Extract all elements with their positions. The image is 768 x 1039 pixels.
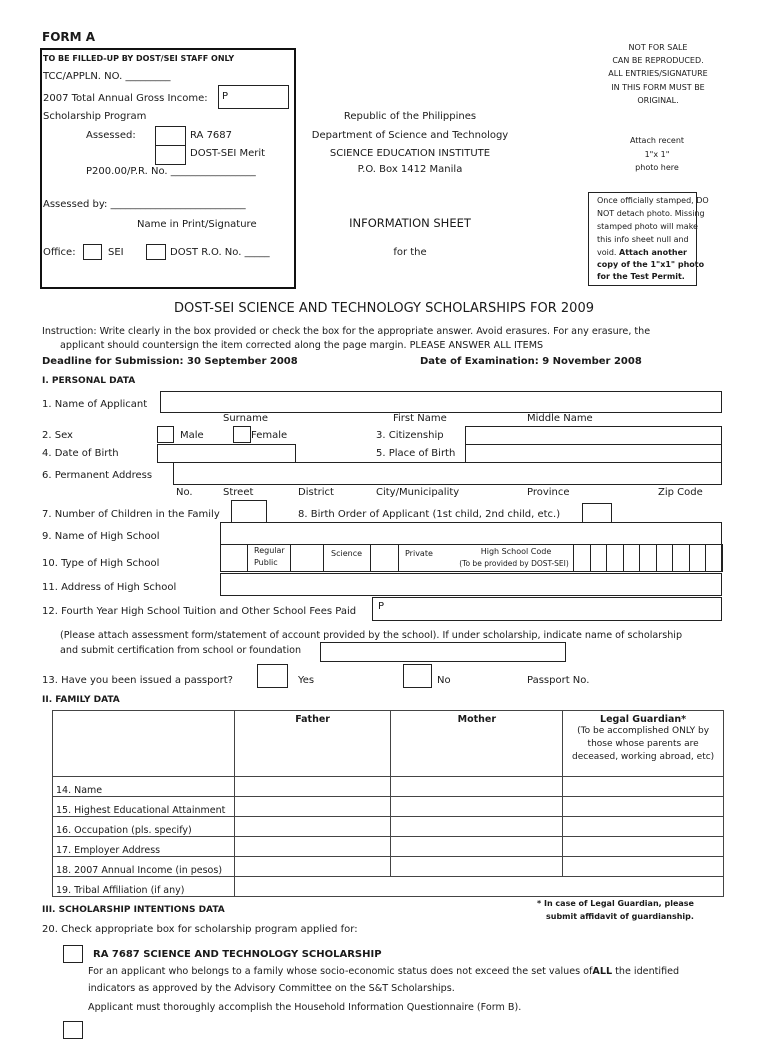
passport-yes-checkbox[interactable] [257, 664, 288, 688]
row-label: 14. Name [53, 777, 235, 797]
mother-cell[interactable] [391, 857, 563, 877]
q2-label: 2. Sex [42, 430, 73, 441]
personal-data-heading: I. PERSONAL DATA [42, 376, 136, 386]
q5-label: 5. Place of Birth [376, 448, 456, 459]
regular-label: Regular [254, 546, 285, 555]
q3-label: 3. Citizenship [376, 430, 444, 441]
q13-label: 13. Have you been issued a passport? [42, 675, 233, 686]
row-label: 18. 2007 Annual Income (in pesos) [53, 857, 235, 877]
applicant-name-field[interactable] [160, 391, 722, 413]
stamp-note-box [588, 192, 709, 286]
stamp-note-line: NOT detach photo. Missing [597, 209, 705, 218]
q9-label: 9. Name of High School [42, 531, 160, 542]
tuition-value: P [378, 601, 385, 612]
republic: Republic of the Philippines [343, 111, 477, 122]
hs-code-digit-box[interactable] [656, 544, 674, 572]
stamp-note-line: Once officially stamped, DO [597, 196, 709, 205]
mother-cell[interactable] [391, 797, 563, 817]
department: Department of Science and Technology [311, 130, 509, 141]
office-sei-checkbox[interactable] [83, 244, 102, 260]
name-signature-caption: Name in Print/Signature [137, 219, 257, 230]
regular-public-checkbox[interactable] [220, 544, 248, 572]
table-row [53, 817, 724, 837]
q6-label: 6. Permanent Address [42, 470, 153, 481]
q10-label: 10. Type of High School [42, 558, 160, 569]
office-dost-checkbox[interactable] [146, 244, 166, 260]
address-field[interactable] [173, 462, 722, 485]
stamp-note-line: this info sheet null and [597, 235, 689, 244]
guardian-cell[interactable] [563, 817, 724, 837]
form-title: DOST-SEI SCIENCE AND TECHNOLOGY SCHOLARSHIPS FOR 2009 [174, 301, 594, 316]
notice-line: ALL ENTRIES/SIGNATURE [608, 69, 708, 78]
male-label: Male [180, 430, 204, 441]
guardian-note: deceased, working abroad, etc) [572, 752, 715, 762]
tuition-field[interactable] [372, 597, 722, 621]
form-label: FORM A [42, 30, 96, 44]
stamp-note-bold: copy of the 1"x1" photo [597, 260, 705, 269]
addr-no-caption: No. [176, 487, 193, 498]
addr-province-caption: Province [527, 487, 570, 498]
ra7687-desc [88, 966, 679, 978]
table-row [53, 777, 724, 797]
citizenship-field[interactable] [465, 426, 722, 445]
tcc-appln-no[interactable]: TCC/APPLN. NO. _________ [43, 71, 171, 82]
po-box: P.O. Box 1412 Manila [357, 164, 463, 175]
guardian-footnote: submit affidavit of guardianship. [546, 912, 694, 921]
notice-line: ORIGINAL. [637, 96, 679, 105]
row-label: 16. Occupation (pls. specify) [53, 817, 235, 837]
surname-caption: Surname [223, 413, 268, 424]
ra7687-desc: indicators as approved by the Advisory Committee on the S&T Scholarships. [88, 983, 455, 994]
row-label: 19. Tribal Affiliation (if any) [53, 877, 235, 897]
office-dost-label[interactable]: DOST R.O. No. _____ [170, 247, 270, 258]
hs-code-digit-box[interactable] [705, 544, 723, 572]
stamp-note-bold: Attach another [619, 248, 687, 257]
no-label: No [437, 675, 451, 686]
tribal-cell[interactable] [234, 877, 723, 897]
father-cell[interactable] [234, 837, 391, 857]
desc-text: the identified [612, 966, 680, 977]
private-label: Private [405, 549, 433, 558]
ra7687-label: RA 7687 [190, 130, 233, 141]
female-label: Female [251, 430, 288, 441]
guardian-header [563, 711, 724, 777]
guardian-cell[interactable] [563, 857, 724, 877]
desc-bold: ALL [592, 966, 613, 977]
income-value: P [222, 91, 229, 102]
income-field[interactable] [218, 85, 289, 109]
photo-instruction: photo here [635, 163, 679, 172]
for-the: for the [393, 247, 427, 258]
father-cell[interactable] [234, 777, 391, 797]
assessed-label: Assessed: [86, 130, 136, 141]
hs-code-digit-box[interactable] [639, 544, 657, 572]
hs-code-note: (To be provided by DOST-SEI) [459, 559, 569, 568]
merit-label: DOST-SEI Merit [190, 148, 266, 159]
q7-label: 7. Number of Children in the Family [42, 509, 220, 520]
merit-checkbox[interactable] [155, 145, 186, 165]
attach-note: (Please attach assessment form/statement of account provided by the school). If under scholarship, indicate name of scholarship [60, 630, 683, 641]
private-checkbox[interactable] [370, 544, 399, 572]
ra7687-title: RA 7687 SCIENCE AND TECHNOLOGY SCHOLARSHIP [93, 949, 382, 960]
hs-code-digit-box[interactable] [672, 544, 690, 572]
assessed-by[interactable]: Assessed by: ___________________________ [43, 199, 246, 210]
hs-code-label: High School Code [480, 547, 552, 556]
birth-order-field[interactable] [582, 503, 612, 523]
income-label: 2007 Total Annual Gross Income: [43, 93, 208, 104]
addr-street-caption: Street [223, 487, 254, 498]
science-checkbox[interactable] [290, 544, 324, 572]
mother-cell[interactable] [391, 837, 563, 857]
father-cell[interactable] [234, 817, 391, 837]
passport-no-label: Passport No. [527, 675, 590, 686]
guardian-cell[interactable] [563, 777, 724, 797]
table-row [53, 837, 724, 857]
exam-date: Date of Examination: 9 November 2008 [420, 356, 642, 367]
deadline: Deadline for Submission: 30 September 2008 [42, 356, 298, 367]
notice-line: CAN BE REPRODUCED. [612, 56, 704, 65]
instruction-line: applicant should countersign the item corrected along the page margin. PLEASE ANSWER ALL ITEMS [60, 340, 544, 351]
instruction-line: Instruction: Write clearly in the box provided or check the box for the appropriate answer. Avoid erasures. For any erasure, the [42, 326, 651, 337]
hs-code-digit-box[interactable] [590, 544, 608, 572]
guardian-footnote: * In case of Legal Guardian, please [537, 899, 694, 908]
table-row [53, 877, 724, 897]
children-count-field[interactable] [231, 500, 267, 523]
pr-no[interactable]: P200.00/P.R. No. _________________ [86, 166, 256, 177]
male-checkbox[interactable] [157, 426, 174, 443]
ra7687-checkbox[interactable] [155, 126, 186, 146]
office-label: Office: [43, 247, 76, 258]
institute: SCIENCE EDUCATION INSTITUTE [329, 148, 491, 159]
table-row [53, 797, 724, 817]
guardian-title: Legal Guardian* [600, 714, 687, 725]
birth-place-field[interactable] [465, 444, 722, 463]
family-table [52, 710, 724, 897]
staff-title: TO BE FILLED-UP BY DOST/SEI STAFF ONLY [43, 54, 235, 63]
guardian-cell[interactable] [563, 797, 724, 817]
q4-label: 4. Date of Birth [42, 448, 119, 459]
first-name-caption: First Name [393, 413, 447, 424]
father-cell[interactable] [234, 797, 391, 817]
q11-label: 11. Address of High School [42, 582, 177, 593]
table-row [53, 857, 724, 877]
table-header-blank [53, 711, 235, 777]
ra7687-desc: Applicant must thoroughly accomplish the Household Information Questionnaire (Form B). [88, 1002, 522, 1013]
hs-code-digit-box[interactable] [623, 544, 641, 572]
q20-label: 20. Check appropriate box for scholarship program applied for: [42, 924, 358, 935]
intentions-heading: III. SCHOLARSHIP INTENTIONS DATA [42, 905, 225, 915]
mother-cell[interactable] [391, 777, 563, 797]
info-sheet-title: INFORMATION SHEET [349, 216, 471, 230]
female-checkbox[interactable] [233, 426, 251, 443]
guardian-note: (To be accomplished ONLY by [577, 726, 710, 736]
addr-zip-caption: Zip Code [658, 487, 703, 498]
father-cell[interactable] [234, 857, 391, 877]
addr-city-caption: City/Municipality [376, 487, 460, 498]
ra7687-scholarship-checkbox[interactable] [63, 945, 83, 963]
row-label: 17. Employer Address [53, 837, 235, 857]
hs-code-digit-box[interactable] [573, 544, 591, 572]
birth-date-field[interactable] [157, 444, 296, 463]
notice-line: IN THIS FORM MUST BE [611, 83, 705, 92]
program-label: Scholarship Program [43, 111, 147, 122]
high-school-address-field[interactable] [220, 573, 722, 596]
guardian-note: those whose parents are [587, 739, 699, 749]
passport-no-checkbox[interactable] [403, 664, 432, 688]
mother-cell[interactable] [391, 817, 563, 837]
photo-instruction: 1"x 1" [644, 150, 670, 159]
hs-code-digit-box[interactable] [689, 544, 707, 572]
hs-code-digit-box[interactable] [606, 544, 624, 572]
father-header: Father [234, 711, 391, 777]
yes-label: Yes [298, 675, 315, 686]
row-label: 15. Highest Educational Attainment [53, 797, 235, 817]
family-data-heading: II. FAMILY DATA [42, 695, 120, 705]
attach-note: and submit certification from school or foundation [60, 645, 302, 656]
stamp-note-line: stamped photo will make [597, 222, 698, 231]
q8-label: 8. Birth Order of Applicant (1st child, 2nd child, etc.) [298, 509, 561, 520]
office-sei-label: SEI [108, 247, 124, 258]
photo-instruction: Attach recent [629, 136, 685, 145]
stamp-note-bold: for the Test Permit. [597, 272, 685, 281]
middle-name-caption: Middle Name [527, 413, 593, 424]
scholarship-name-field[interactable] [320, 642, 566, 662]
high-school-name-field[interactable] [220, 522, 722, 545]
stamp-note-line: void. [597, 248, 620, 257]
desc-text: For an applicant who belongs to a family whose socio-economic status does not exceed the set values of [88, 966, 593, 977]
public-label: Public [254, 558, 278, 567]
q1-label: 1. Name of Applicant [42, 399, 148, 410]
notice-line: NOT FOR SALE [628, 43, 688, 52]
science-label: Science [331, 549, 363, 558]
q12-label: 12. Fourth Year High School Tuition and Other School Fees Paid [42, 606, 357, 617]
guardian-cell[interactable] [563, 837, 724, 857]
addr-district-caption: District [298, 487, 334, 498]
mother-header: Mother [391, 711, 563, 777]
